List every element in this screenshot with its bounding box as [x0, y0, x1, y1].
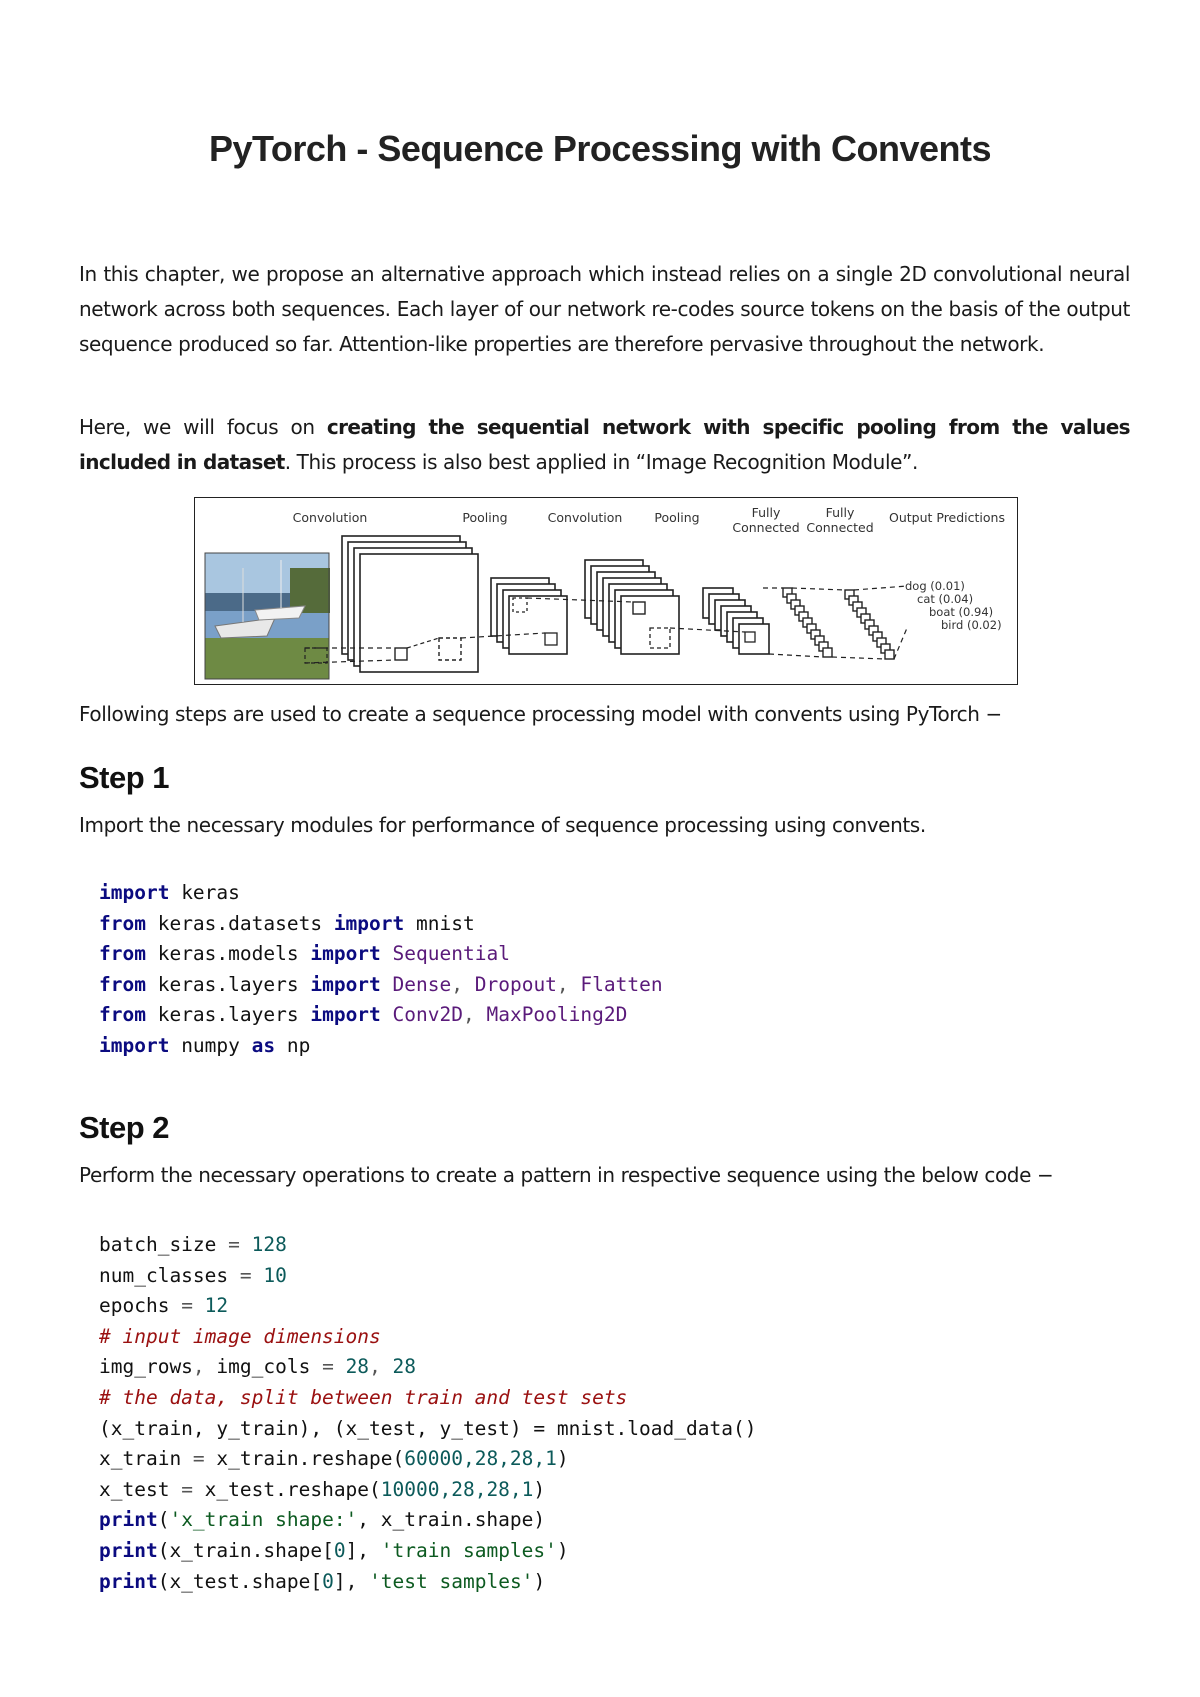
label-fc2-line2: Connected — [806, 520, 874, 535]
prediction-0: dog (0.01) — [905, 579, 965, 593]
label-convolution-1: Convolution — [292, 510, 368, 525]
fc1-neurons — [783, 588, 832, 657]
code-line: x_train = x_train.reshape(60000,28,28,1) — [99, 1447, 569, 1471]
focus-suffix: . This process is also best applied in “Image Recognition Module”. — [284, 450, 918, 474]
step2-heading: Step 2 — [79, 1110, 170, 1145]
code-line: from keras.layers import Dense, Dropout, Flatten — [99, 972, 663, 996]
label-pooling-1: Pooling — [462, 510, 508, 525]
code-line: # input image dimensions — [99, 1324, 381, 1348]
focus-prefix: Here, we will focus on — [79, 415, 327, 439]
label-fc2-line1: Fully — [825, 505, 855, 520]
input-image — [205, 553, 330, 679]
conv2-feature-maps — [585, 560, 679, 654]
cnn-architecture-figure — [194, 497, 1018, 685]
focus-paragraph — [79, 410, 1130, 480]
code-line: from keras.layers import Conv2D, MaxPooling2D — [99, 1003, 628, 1027]
prediction-2: boat (0.94) — [929, 605, 994, 619]
pool1-feature-maps — [491, 578, 567, 654]
step1-heading: Step 1 — [79, 760, 170, 795]
code-line: import numpy as np — [99, 1033, 311, 1057]
code-line: from keras.datasets import mnist — [99, 911, 475, 935]
code-line: (x_train, y_train), (x_test, y_test) = mnist.load_data() — [99, 1416, 757, 1440]
code-line: img_rows, img_cols = 28, 28 — [99, 1355, 417, 1379]
code-line: x_test = x_test.reshape(10000,28,28,1) — [99, 1477, 546, 1501]
code-line: batch_size = 128 — [99, 1233, 287, 1256]
code-line: from keras.models import Sequential — [99, 942, 510, 966]
pool2-feature-maps — [703, 588, 769, 654]
following-paragraph: Following steps are used to create a sequence processing model with convents using PyTorch − — [79, 702, 1002, 726]
code-block-data-prep — [99, 1230, 756, 1597]
code-line: print('x_train shape:', x_train.shape) — [99, 1508, 546, 1532]
prediction-3: bird (0.02) — [941, 618, 1002, 632]
label-fc1-line2: Connected — [732, 520, 800, 535]
page-title: PyTorch - Sequence Processing with Convents — [208, 128, 991, 169]
step1-text: Import the necessary modules for performance of sequence processing using convents. — [79, 813, 926, 837]
label-pooling-2: Pooling — [654, 510, 700, 525]
conv1-feature-maps — [342, 536, 478, 672]
intro-paragraph: In this chapter, we propose an alternative approach which instead relies on a single 2D convolutional neural network across both sequences. Each layer of our network re-codes source tokens on the basis of the output sequence produced so far. Attention-like properties are therefore pervasive throughout the network. — [79, 262, 1130, 356]
code-block-imports — [99, 878, 663, 1062]
label-convolution-2: Convolution — [547, 510, 623, 525]
code-line: # the data, split between train and test sets — [99, 1385, 628, 1409]
label-output-predictions: Output Predictions — [888, 510, 1006, 525]
code-line: num_classes = 10 — [99, 1263, 287, 1287]
cnn-diagram — [195, 498, 1017, 684]
prediction-1: cat (0.04) — [917, 592, 974, 606]
step2-text: Perform the necessary operations to create a pattern in respective sequence using the below code − — [79, 1163, 1054, 1187]
code-line: import keras — [99, 881, 240, 904]
code-line: print(x_test.shape[0], 'test samples') — [99, 1569, 546, 1593]
label-fc1-line1: Fully — [751, 505, 781, 520]
fc2-neurons — [845, 590, 894, 659]
focus-bold: creating the sequential network with specific pooling from the values included in dataset — [79, 415, 1130, 474]
code-line: print(x_train.shape[0], 'train samples') — [99, 1538, 569, 1562]
code-line: epochs = 12 — [99, 1294, 229, 1318]
